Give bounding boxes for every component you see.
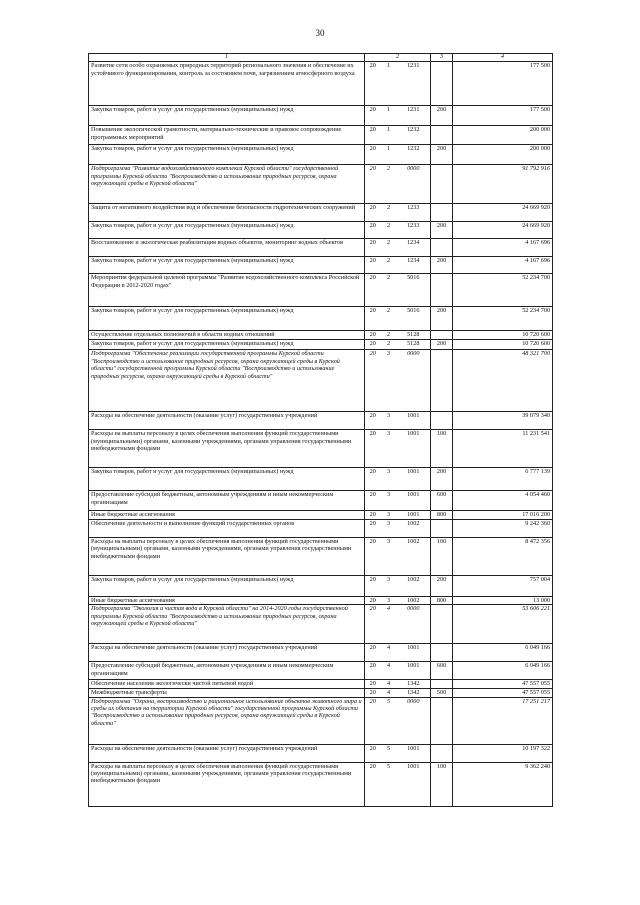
header-col-4: 4	[453, 54, 553, 62]
row-code-c-cell: 0000	[397, 350, 431, 412]
row-vr-cell: 100	[431, 537, 453, 575]
row-sum-cell: 200 000	[453, 126, 553, 145]
row-vr-cell	[431, 697, 453, 744]
row-vr-cell: 200	[431, 257, 453, 274]
row-code-c-cell: 1001	[397, 644, 431, 662]
row-sum-cell: 6 049 166	[453, 662, 553, 680]
row-name-cell: Подпрограмма "Развитие водохозяйственного комплекса Курской области" государственной программы Курской области "Воспроизводство и использование природных ресурсов, охрана окружающей среды в Курской области"	[89, 165, 365, 204]
row-name-cell: Обеспечение населения экологически чистой питьевой водой	[89, 680, 365, 689]
row-name-cell: Развитие сети особо охраняемых природных территорий регионального значения и обеспечение их устойчивого функционирования, контроль за состоянием почв, загрязнением атмосферного воздуха	[89, 62, 365, 106]
row-sum-cell: 6 049 166	[453, 644, 553, 662]
table-row	[89, 350, 553, 412]
row-code-b-cell: 3	[381, 596, 397, 604]
row-name-cell: Осуществление отдельных полномочий в области водных отношений	[89, 331, 365, 340]
row-code-a-cell: 20	[365, 680, 381, 689]
row-code-c-cell: 1232	[397, 145, 431, 165]
row-code-a-cell: 20	[365, 340, 381, 350]
row-name-cell: Обеспечение деятельности и выполнение функций государственных органов	[89, 519, 365, 537]
row-sum-cell: 47 557 055	[453, 680, 553, 689]
row-code-a-cell: 20	[365, 519, 381, 537]
row-code-a-cell: 20	[365, 491, 381, 511]
row-vr-cell: 200	[431, 340, 453, 350]
table-row	[89, 106, 553, 126]
row-code-c-cell: 5128	[397, 340, 431, 350]
row-code-c-cell: 1232	[397, 126, 431, 145]
row-sum-cell: 52 234 700	[453, 274, 553, 307]
row-sum-cell: 52 234 700	[453, 307, 553, 331]
row-code-b-cell: 2	[381, 331, 397, 340]
row-code-b-cell: 1	[381, 106, 397, 126]
row-sum-cell: 4 054 460	[453, 491, 553, 511]
table-row	[89, 689, 553, 697]
row-code-c-cell: 1342	[397, 680, 431, 689]
budget-table	[88, 53, 553, 807]
row-code-c-cell: 1001	[397, 744, 431, 762]
row-vr-cell: 200	[431, 222, 453, 239]
row-sum-cell: 47 557 055	[453, 689, 553, 697]
row-code-a-cell: 20	[365, 307, 381, 331]
table-row	[89, 468, 553, 491]
row-code-b-cell: 2	[381, 340, 397, 350]
row-code-a-cell: 20	[365, 596, 381, 604]
row-vr-cell: 200	[431, 145, 453, 165]
budget-table-body	[89, 54, 553, 807]
table-row	[89, 430, 553, 468]
table-row	[89, 257, 553, 274]
row-vr-cell	[431, 412, 453, 430]
row-name-cell: Закупка товаров, работ и услуг для государственных (муниципальных) нужд	[89, 468, 365, 491]
row-vr-cell: 500	[431, 689, 453, 697]
row-sum-cell: 13 000	[453, 596, 553, 604]
row-code-c-cell: 1231	[397, 106, 431, 126]
row-vr-cell	[431, 744, 453, 762]
row-name-cell: Расходы на обеспечение деятельности (оказание услуг) государственных учреждений	[89, 644, 365, 662]
row-name-cell: Расходы на выплаты персоналу в целях обеспечения выполнения функций государственными (муниципальными) органами, казенными учреждениями, органами управления государственными внебюджетными фондами	[89, 762, 365, 806]
row-name-cell: Мероприятия федеральной целевой программы "Развитие водохозяйственного комплекса Российской Федерации в 2012-2020 годах"	[89, 274, 365, 307]
row-name-cell: Иные бюджетные ассигнования	[89, 596, 365, 604]
row-code-b-cell: 3	[381, 350, 397, 412]
row-code-a-cell: 20	[365, 575, 381, 596]
row-code-a-cell: 20	[365, 145, 381, 165]
row-name-cell: Повышение экологической грамотности, материально-технические и правовое сопровождение программных мероприятий	[89, 126, 365, 145]
row-code-c-cell: 0000	[397, 605, 431, 644]
row-vr-cell	[431, 605, 453, 644]
row-code-c-cell: 0000	[397, 165, 431, 204]
row-code-c-cell: 1231	[397, 62, 431, 106]
row-name-cell: Иные бюджетные ассигнования	[89, 511, 365, 519]
row-name-cell: Закупка товаров, работ и услуг для государственных (муниципальных) нужд	[89, 575, 365, 596]
row-vr-cell: 100	[431, 762, 453, 806]
row-vr-cell: 200	[431, 468, 453, 491]
row-sum-cell: 4 167 696	[453, 239, 553, 257]
row-vr-cell: 600	[431, 491, 453, 511]
row-code-c-cell: 1001	[397, 491, 431, 511]
table-row	[89, 662, 553, 680]
row-vr-cell	[431, 204, 453, 222]
row-code-a-cell: 20	[365, 662, 381, 680]
row-name-cell: Защита от негативного воздействия вод и обеспечение безопасности гидротехнических сооружений	[89, 204, 365, 222]
row-code-c-cell: 5016	[397, 274, 431, 307]
row-vr-cell	[431, 519, 453, 537]
row-vr-cell: 200	[431, 106, 453, 126]
row-code-a-cell: 20	[365, 204, 381, 222]
table-row	[89, 222, 553, 239]
row-sum-cell: 9 242 360	[453, 519, 553, 537]
table-row	[89, 605, 553, 644]
row-code-b-cell: 2	[381, 204, 397, 222]
row-name-cell: Закупка товаров, работ и услуг для государственных (муниципальных) нужд	[89, 106, 365, 126]
row-vr-cell	[431, 350, 453, 412]
table-row	[89, 204, 553, 222]
row-code-c-cell: 1233	[397, 222, 431, 239]
header-col-3: 3	[431, 54, 453, 62]
row-code-a-cell: 20	[365, 762, 381, 806]
row-sum-cell: 91 792 916	[453, 165, 553, 204]
row-code-b-cell: 1	[381, 145, 397, 165]
header-col-2: 2	[365, 54, 431, 62]
table-row	[89, 274, 553, 307]
row-sum-cell: 53 606 221	[453, 605, 553, 644]
row-code-b-cell: 5	[381, 697, 397, 744]
row-vr-cell: 100	[431, 430, 453, 468]
row-name-cell: Закупка товаров, работ и услуг для государственных (муниципальных) нужд	[89, 145, 365, 165]
row-code-b-cell: 4	[381, 689, 397, 697]
row-vr-cell: 800	[431, 511, 453, 519]
table-row	[89, 412, 553, 430]
table-row	[89, 239, 553, 257]
table-row	[89, 126, 553, 145]
row-code-b-cell: 5	[381, 744, 397, 762]
row-code-c-cell: 1002	[397, 519, 431, 537]
row-code-a-cell: 20	[365, 274, 381, 307]
row-code-c-cell: 0000	[397, 697, 431, 744]
row-sum-cell: 9 362 240	[453, 762, 553, 806]
row-code-b-cell: 3	[381, 519, 397, 537]
row-code-a-cell: 20	[365, 744, 381, 762]
row-code-b-cell: 4	[381, 605, 397, 644]
row-code-a-cell: 20	[365, 126, 381, 145]
table-row	[89, 519, 553, 537]
row-code-c-cell: 1001	[397, 412, 431, 430]
row-code-b-cell: 3	[381, 575, 397, 596]
table-row	[89, 680, 553, 689]
row-code-b-cell: 3	[381, 491, 397, 511]
row-vr-cell	[431, 62, 453, 106]
row-code-c-cell: 1233	[397, 204, 431, 222]
row-name-cell: Закупка товаров, работ и услуг для государственных (муниципальных) нужд	[89, 257, 365, 274]
row-name-cell: Расходы на обеспечение деятельности (оказание услуг) государственных учреждений	[89, 744, 365, 762]
row-code-c-cell: 5016	[397, 307, 431, 331]
row-vr-cell: 200	[431, 575, 453, 596]
row-code-a-cell: 20	[365, 537, 381, 575]
row-name-cell: Восстановление и экологическая реабилитация водных объектов, мониторинг водных объектов	[89, 239, 365, 257]
row-code-b-cell: 3	[381, 412, 397, 430]
row-sum-cell: 6 777 139	[453, 468, 553, 491]
row-sum-cell: 10 720 600	[453, 331, 553, 340]
row-code-a-cell: 20	[365, 62, 381, 106]
row-code-c-cell: 1002	[397, 537, 431, 575]
row-code-a-cell: 20	[365, 511, 381, 519]
row-sum-cell: 17 251 217	[453, 697, 553, 744]
row-code-c-cell: 1001	[397, 511, 431, 519]
row-sum-cell: 177 500	[453, 106, 553, 126]
row-code-c-cell: 5128	[397, 331, 431, 340]
row-name-cell: Расходы на выплаты персоналу в целях обеспечения выполнения функций государственными (муниципальными) органами, казенными учреждениями, органами управления государственными внебюджетными фондами	[89, 430, 365, 468]
row-code-a-cell: 20	[365, 689, 381, 697]
table-row	[89, 596, 553, 604]
row-vr-cell: 800	[431, 596, 453, 604]
row-code-a-cell: 20	[365, 605, 381, 644]
table-row	[89, 491, 553, 511]
row-code-a-cell: 20	[365, 412, 381, 430]
row-sum-cell: 48 321 700	[453, 350, 553, 412]
row-code-b-cell: 2	[381, 165, 397, 204]
row-code-a-cell: 20	[365, 468, 381, 491]
table-row	[89, 575, 553, 596]
row-vr-cell	[431, 680, 453, 689]
row-code-c-cell: 1002	[397, 596, 431, 604]
row-sum-cell: 757 004	[453, 575, 553, 596]
row-vr-cell	[431, 165, 453, 204]
row-name-cell: Подпрограмма "Обеспечение реализации государственной программы Курской области "Воспроизводство и использование природных ресурсов, охрана окружающей среды в Курской области" государственной программы Курской области "Воспроизводство и использование природных ресурсов, охрана окружающей среды в Курской области"	[89, 350, 365, 412]
row-vr-cell: 600	[431, 662, 453, 680]
row-sum-cell: 39 079 340	[453, 412, 553, 430]
row-code-b-cell: 4	[381, 662, 397, 680]
row-sum-cell: 200 000	[453, 145, 553, 165]
row-code-b-cell: 5	[381, 762, 397, 806]
row-code-a-cell: 20	[365, 430, 381, 468]
row-vr-cell	[431, 644, 453, 662]
row-code-b-cell: 4	[381, 680, 397, 689]
row-code-a-cell: 20	[365, 106, 381, 126]
row-sum-cell: 17 016 200	[453, 511, 553, 519]
table-header-row	[89, 54, 553, 62]
row-sum-cell: 4 167 696	[453, 257, 553, 274]
row-code-b-cell: 2	[381, 274, 397, 307]
row-code-c-cell: 1001	[397, 430, 431, 468]
row-name-cell: Подпрограмма "Охрана, воспроизводство и рациональное использование объектов животного мира и среды их обитания на территории Курской области" государственной программы Курской области "Воспроизводство и использование природных ресурсов, охрана окружающей среды в Курской области"	[89, 697, 365, 744]
row-name-cell: Подпрограмма "Экология и чистая вода в Курской области" на 2014-2020 годы государственной программы Курской области "Воспроизводство и использование природных ресурсов, охрана окружающей среды в Курской области"	[89, 605, 365, 644]
row-code-b-cell: 3	[381, 511, 397, 519]
row-sum-cell: 24 669 920	[453, 204, 553, 222]
row-code-a-cell: 20	[365, 350, 381, 412]
table-row	[89, 340, 553, 350]
row-code-b-cell: 4	[381, 644, 397, 662]
row-name-cell: Расходы на обеспечение деятельности (оказание услуг) государственных учреждений	[89, 412, 365, 430]
page-number: 30	[315, 28, 325, 38]
table-row	[89, 165, 553, 204]
table-row	[89, 145, 553, 165]
row-vr-cell: 200	[431, 307, 453, 331]
row-code-c-cell: 1234	[397, 257, 431, 274]
table-row	[89, 307, 553, 331]
row-name-cell: Закупка товаров, работ и услуг для государственных (муниципальных) нужд	[89, 307, 365, 331]
row-name-cell: Расходы на выплаты персоналу в целях обеспечения выполнения функций государственными (муниципальными) органами, казенными учреждениями, органами управления государственными внебюджетными фондами	[89, 537, 365, 575]
row-code-c-cell: 1342	[397, 689, 431, 697]
row-vr-cell	[431, 126, 453, 145]
row-code-c-cell: 1001	[397, 662, 431, 680]
row-code-b-cell: 2	[381, 307, 397, 331]
row-name-cell: Межбюджетные трансферты	[89, 689, 365, 697]
table-row	[89, 744, 553, 762]
header-col-1: 1	[89, 54, 365, 62]
row-code-b-cell: 3	[381, 537, 397, 575]
row-vr-cell	[431, 274, 453, 307]
row-code-c-cell: 1234	[397, 239, 431, 257]
row-code-a-cell: 20	[365, 644, 381, 662]
table-row	[89, 62, 553, 106]
row-sum-cell: 8 472 356	[453, 537, 553, 575]
table-row	[89, 644, 553, 662]
row-vr-cell	[431, 331, 453, 340]
row-code-b-cell: 2	[381, 222, 397, 239]
row-name-cell: Закупка товаров, работ и услуг для государственных (муниципальных) нужд	[89, 340, 365, 350]
row-code-c-cell: 1002	[397, 575, 431, 596]
row-name-cell: Предоставление субсидий бюджетным, автономным учреждениям и иным некоммерческим организациям	[89, 662, 365, 680]
row-code-b-cell: 3	[381, 468, 397, 491]
row-code-b-cell: 1	[381, 126, 397, 145]
row-code-a-cell: 20	[365, 165, 381, 204]
row-name-cell: Закупка товаров, работ и услуг для государственных (муниципальных) нужд	[89, 222, 365, 239]
row-code-c-cell: 1001	[397, 762, 431, 806]
row-sum-cell: 177 500	[453, 62, 553, 106]
row-vr-cell	[431, 239, 453, 257]
row-code-a-cell: 20	[365, 257, 381, 274]
table-row	[89, 762, 553, 806]
row-code-a-cell: 20	[365, 697, 381, 744]
table-row	[89, 697, 553, 744]
row-sum-cell: 11 231 541	[453, 430, 553, 468]
row-name-cell: Предоставление субсидий бюджетным, автономным учреждениям и иным некоммерческим организациям	[89, 491, 365, 511]
row-sum-cell: 24 669 920	[453, 222, 553, 239]
row-code-b-cell: 2	[381, 257, 397, 274]
row-code-b-cell: 2	[381, 239, 397, 257]
row-code-a-cell: 20	[365, 239, 381, 257]
row-sum-cell: 10 197 322	[453, 744, 553, 762]
row-code-b-cell: 1	[381, 62, 397, 106]
row-code-a-cell: 20	[365, 222, 381, 239]
row-code-a-cell: 20	[365, 331, 381, 340]
row-code-b-cell: 3	[381, 430, 397, 468]
row-code-c-cell: 1001	[397, 468, 431, 491]
table-row	[89, 537, 553, 575]
table-row	[89, 331, 553, 340]
row-sum-cell: 10 720 600	[453, 340, 553, 350]
table-row	[89, 511, 553, 519]
